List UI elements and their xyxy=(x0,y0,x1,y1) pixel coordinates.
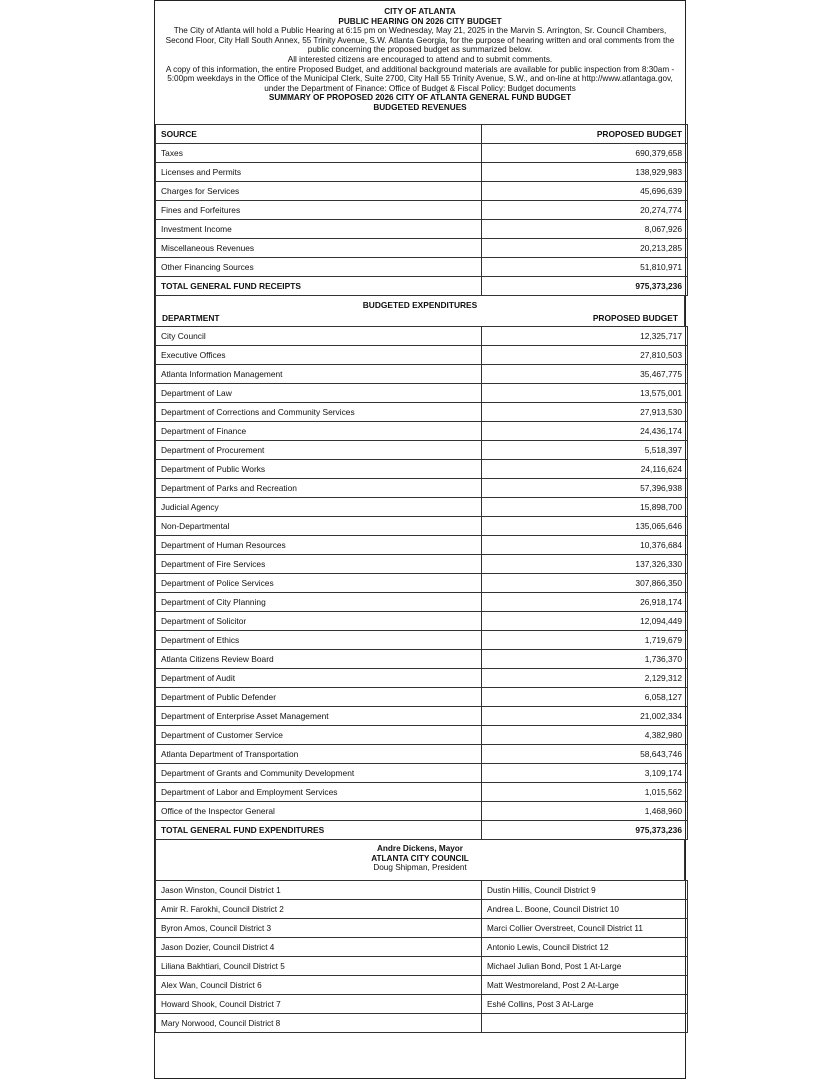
revenue-amount: 20,213,285 xyxy=(482,239,688,258)
department-name: Department of Enterprise Asset Management xyxy=(156,707,482,726)
council-member-row xyxy=(156,938,688,957)
council-member: Michael Julian Bond, Post 1 At-Large xyxy=(482,957,688,976)
expenditure-row xyxy=(156,612,688,631)
council-member-row xyxy=(156,995,688,1014)
department-name: Department of Police Services xyxy=(156,574,482,593)
council-member: Jason Dozier, Council District 4 xyxy=(156,938,482,957)
expenditures-table xyxy=(155,326,688,840)
council-member-row xyxy=(156,919,688,938)
budget-notice xyxy=(154,0,686,1079)
department-name: Judicial Agency xyxy=(156,498,482,517)
revenues-header-row xyxy=(156,125,688,144)
council-member-row xyxy=(156,957,688,976)
council-member-row xyxy=(156,881,688,900)
expenditure-row xyxy=(156,460,688,479)
expenditure-row xyxy=(156,688,688,707)
budget-column-header: PROPOSED BUDGET xyxy=(482,125,688,144)
department-name: Department of Fire Services xyxy=(156,555,482,574)
department-amount: 10,376,684 xyxy=(482,536,688,555)
department-amount: 5,518,397 xyxy=(482,441,688,460)
revenue-row xyxy=(156,239,688,258)
department-amount: 135,065,646 xyxy=(482,517,688,536)
expenditure-row xyxy=(156,631,688,650)
expenditure-row xyxy=(156,593,688,612)
revenue-amount: 138,929,983 xyxy=(482,163,688,182)
council-member: Howard Shook, Council District 7 xyxy=(156,995,482,1014)
revenue-amount: 51,810,971 xyxy=(482,258,688,277)
revenue-amount: 45,696,639 xyxy=(482,182,688,201)
department-name: Executive Offices xyxy=(156,346,482,365)
expenditure-row xyxy=(156,555,688,574)
department-amount: 57,396,938 xyxy=(482,479,688,498)
department-name: Office of the Inspector General xyxy=(156,802,482,821)
expenditure-row xyxy=(156,422,688,441)
department-amount: 35,467,775 xyxy=(482,365,688,384)
revenue-source: Charges for Services xyxy=(156,182,482,201)
council-title: ATLANTA CITY COUNCIL xyxy=(371,853,469,863)
revenue-source: Licenses and Permits xyxy=(156,163,482,182)
department-name: Atlanta Citizens Review Board xyxy=(156,650,482,669)
department-name: Department of Procurement xyxy=(156,441,482,460)
department-amount: 58,643,746 xyxy=(482,745,688,764)
department-name: Department of Grants and Community Development xyxy=(156,764,482,783)
expenditures-header xyxy=(155,296,685,326)
expenditure-row xyxy=(156,650,688,669)
expenditure-row xyxy=(156,479,688,498)
department-name: Department of Parks and Recreation xyxy=(156,479,482,498)
department-name: Department of Solicitor xyxy=(156,612,482,631)
expenditure-row xyxy=(156,574,688,593)
department-name: Department of Corrections and Community Services xyxy=(156,403,482,422)
department-amount: 1,015,562 xyxy=(482,783,688,802)
department-column-header: DEPARTMENT xyxy=(162,313,220,323)
council-member: Alex Wan, Council District 6 xyxy=(156,976,482,995)
city-name: CITY OF ATLANTA xyxy=(384,7,456,16)
department-amount: 12,325,717 xyxy=(482,327,688,346)
department-name: Department of Customer Service xyxy=(156,726,482,745)
department-name: Department of Finance xyxy=(156,422,482,441)
summary-title: SUMMARY OF PROPOSED 2026 CITY OF ATLANTA GENERAL FUND BUDGET xyxy=(268,93,572,103)
council-member: Mary Norwood, Council District 8 xyxy=(156,1014,482,1033)
notice-header xyxy=(155,1,685,124)
revenues-table xyxy=(155,124,688,296)
department-amount: 2,129,312 xyxy=(482,669,688,688)
department-name: Department of Human Resources xyxy=(156,536,482,555)
department-name: Department of Labor and Employment Services xyxy=(156,783,482,802)
department-name: City Council xyxy=(156,327,482,346)
revenue-row xyxy=(156,182,688,201)
expenditure-row xyxy=(156,327,688,346)
department-amount: 1,719,679 xyxy=(482,631,688,650)
department-amount: 13,575,001 xyxy=(482,384,688,403)
department-name: Atlanta Information Management xyxy=(156,365,482,384)
council-member: Amir R. Farokhi, Council District 2 xyxy=(156,900,482,919)
expenditure-budget-column-header: PROPOSED BUDGET xyxy=(592,313,678,323)
revenue-amount: 8,067,926 xyxy=(482,220,688,239)
expenditure-total-label: TOTAL GENERAL FUND EXPENDITURES xyxy=(156,821,482,840)
expenditure-row xyxy=(156,536,688,555)
department-amount: 27,810,503 xyxy=(482,346,688,365)
expenditure-row xyxy=(156,802,688,821)
department-amount: 307,866,350 xyxy=(482,574,688,593)
council-member: Eshé Collins, Post 3 At-Large xyxy=(482,995,688,1014)
expenditure-row xyxy=(156,764,688,783)
source-column-header: SOURCE xyxy=(156,125,482,144)
department-name: Department of Ethics xyxy=(156,631,482,650)
expenditure-row xyxy=(156,707,688,726)
council-members-table xyxy=(155,880,688,1033)
hearing-description: The City of Atlanta will hold a Public Hearing at 6:15 pm on Wednesday, May 21, 2025 in the Marvin S. Arrington, Sr. Council Chambers, Second Floor, City Hall South Annex, 55 Trinity Avenue, S.W. Atlanta Georgia, for the purpose of hearing written and oral comments from the public concerning the proposed budget as summarized below. xyxy=(165,26,675,55)
council-member: Jason Winston, Council District 1 xyxy=(156,881,482,900)
revenue-row xyxy=(156,220,688,239)
council-member-row xyxy=(156,1014,688,1033)
mayor-name: Andre Dickens, Mayor xyxy=(377,844,463,853)
department-name: Department of Audit xyxy=(156,669,482,688)
revenue-amount: 20,274,774 xyxy=(482,201,688,220)
council-member: Antonio Lewis, Council District 12 xyxy=(482,938,688,957)
council-header xyxy=(155,840,685,880)
department-amount: 137,326,330 xyxy=(482,555,688,574)
council-member xyxy=(482,1014,688,1033)
expenditure-row xyxy=(156,384,688,403)
attendance-note: All interested citizens are encouraged to attend and to submit comments. xyxy=(287,54,553,64)
revenue-source: Other Financing Sources xyxy=(156,258,482,277)
department-name: Atlanta Department of Transportation xyxy=(156,745,482,764)
department-amount: 15,898,700 xyxy=(482,498,688,517)
council-member: Dustin Hillis, Council District 9 xyxy=(482,881,688,900)
council-member-row xyxy=(156,900,688,919)
department-amount: 26,918,174 xyxy=(482,593,688,612)
department-amount: 24,436,174 xyxy=(482,422,688,441)
department-name: Department of Public Works xyxy=(156,460,482,479)
revenue-row xyxy=(156,163,688,182)
expenditure-row xyxy=(156,745,688,764)
department-name: Non-Departmental xyxy=(156,517,482,536)
revenues-title: BUDGETED REVENUES xyxy=(373,102,467,112)
department-name: Department of City Planning xyxy=(156,593,482,612)
department-name: Department of Law xyxy=(156,384,482,403)
department-amount: 3,109,174 xyxy=(482,764,688,783)
expenditure-row xyxy=(156,669,688,688)
revenue-source: Fines and Forfeitures xyxy=(156,201,482,220)
revenue-total-row xyxy=(156,277,688,296)
council-member: Andrea L. Boone, Council District 10 xyxy=(482,900,688,919)
expenditure-row xyxy=(156,403,688,422)
revenue-row xyxy=(156,258,688,277)
department-amount: 1,736,370 xyxy=(482,650,688,669)
expenditure-row xyxy=(156,365,688,384)
department-amount: 1,468,960 xyxy=(482,802,688,821)
department-name: Department of Public Defender xyxy=(156,688,482,707)
expenditure-row xyxy=(156,346,688,365)
expenditure-row xyxy=(156,783,688,802)
expenditure-total-row xyxy=(156,821,688,840)
council-member: Marci Collier Overstreet, Council District 11 xyxy=(482,919,688,938)
expenditure-row xyxy=(156,517,688,536)
revenue-row xyxy=(156,144,688,163)
expenditure-row xyxy=(156,441,688,460)
revenue-total-label: TOTAL GENERAL FUND RECEIPTS xyxy=(156,277,482,296)
revenue-row xyxy=(156,201,688,220)
hearing-title: PUBLIC HEARING ON 2026 CITY BUDGET xyxy=(338,16,502,26)
council-member-row xyxy=(156,976,688,995)
expenditure-row xyxy=(156,726,688,745)
council-member: Liliana Bakhtiari, Council District 5 xyxy=(156,957,482,976)
council-member: Byron Amos, Council District 3 xyxy=(156,919,482,938)
department-amount: 27,913,530 xyxy=(482,403,688,422)
department-amount: 4,382,980 xyxy=(482,726,688,745)
expenditure-row xyxy=(156,498,688,517)
revenue-source: Miscellaneous Revenues xyxy=(156,239,482,258)
expenditure-total-amount: 975,373,236 xyxy=(482,821,688,840)
expenditures-title: BUDGETED EXPENDITURES xyxy=(362,300,478,310)
council-president: Doug Shipman, President xyxy=(373,863,467,873)
availability-note: A copy of this information, the entire Proposed Budget, and additional background materials are available for public inspection from 8:30am - 5:00pm weekdays in the Office of the Municipal Clerk, Suite 2700, City Hall 55 Trinity Avenue, S.W., and on-line at http://www.atlantaga.gov, under the Department of Finance: Office of Budget & Fiscal Policy: Budget documents xyxy=(165,64,675,93)
council-member: Matt Westmoreland, Post 2 At-Large xyxy=(482,976,688,995)
department-amount: 12,094,449 xyxy=(482,612,688,631)
revenue-total-amount: 975,373,236 xyxy=(482,277,688,296)
department-amount: 21,002,334 xyxy=(482,707,688,726)
revenue-source: Investment Income xyxy=(156,220,482,239)
revenue-amount: 690,379,658 xyxy=(482,144,688,163)
revenue-source: Taxes xyxy=(156,144,482,163)
department-amount: 6,058,127 xyxy=(482,688,688,707)
department-amount: 24,116,624 xyxy=(482,460,688,479)
